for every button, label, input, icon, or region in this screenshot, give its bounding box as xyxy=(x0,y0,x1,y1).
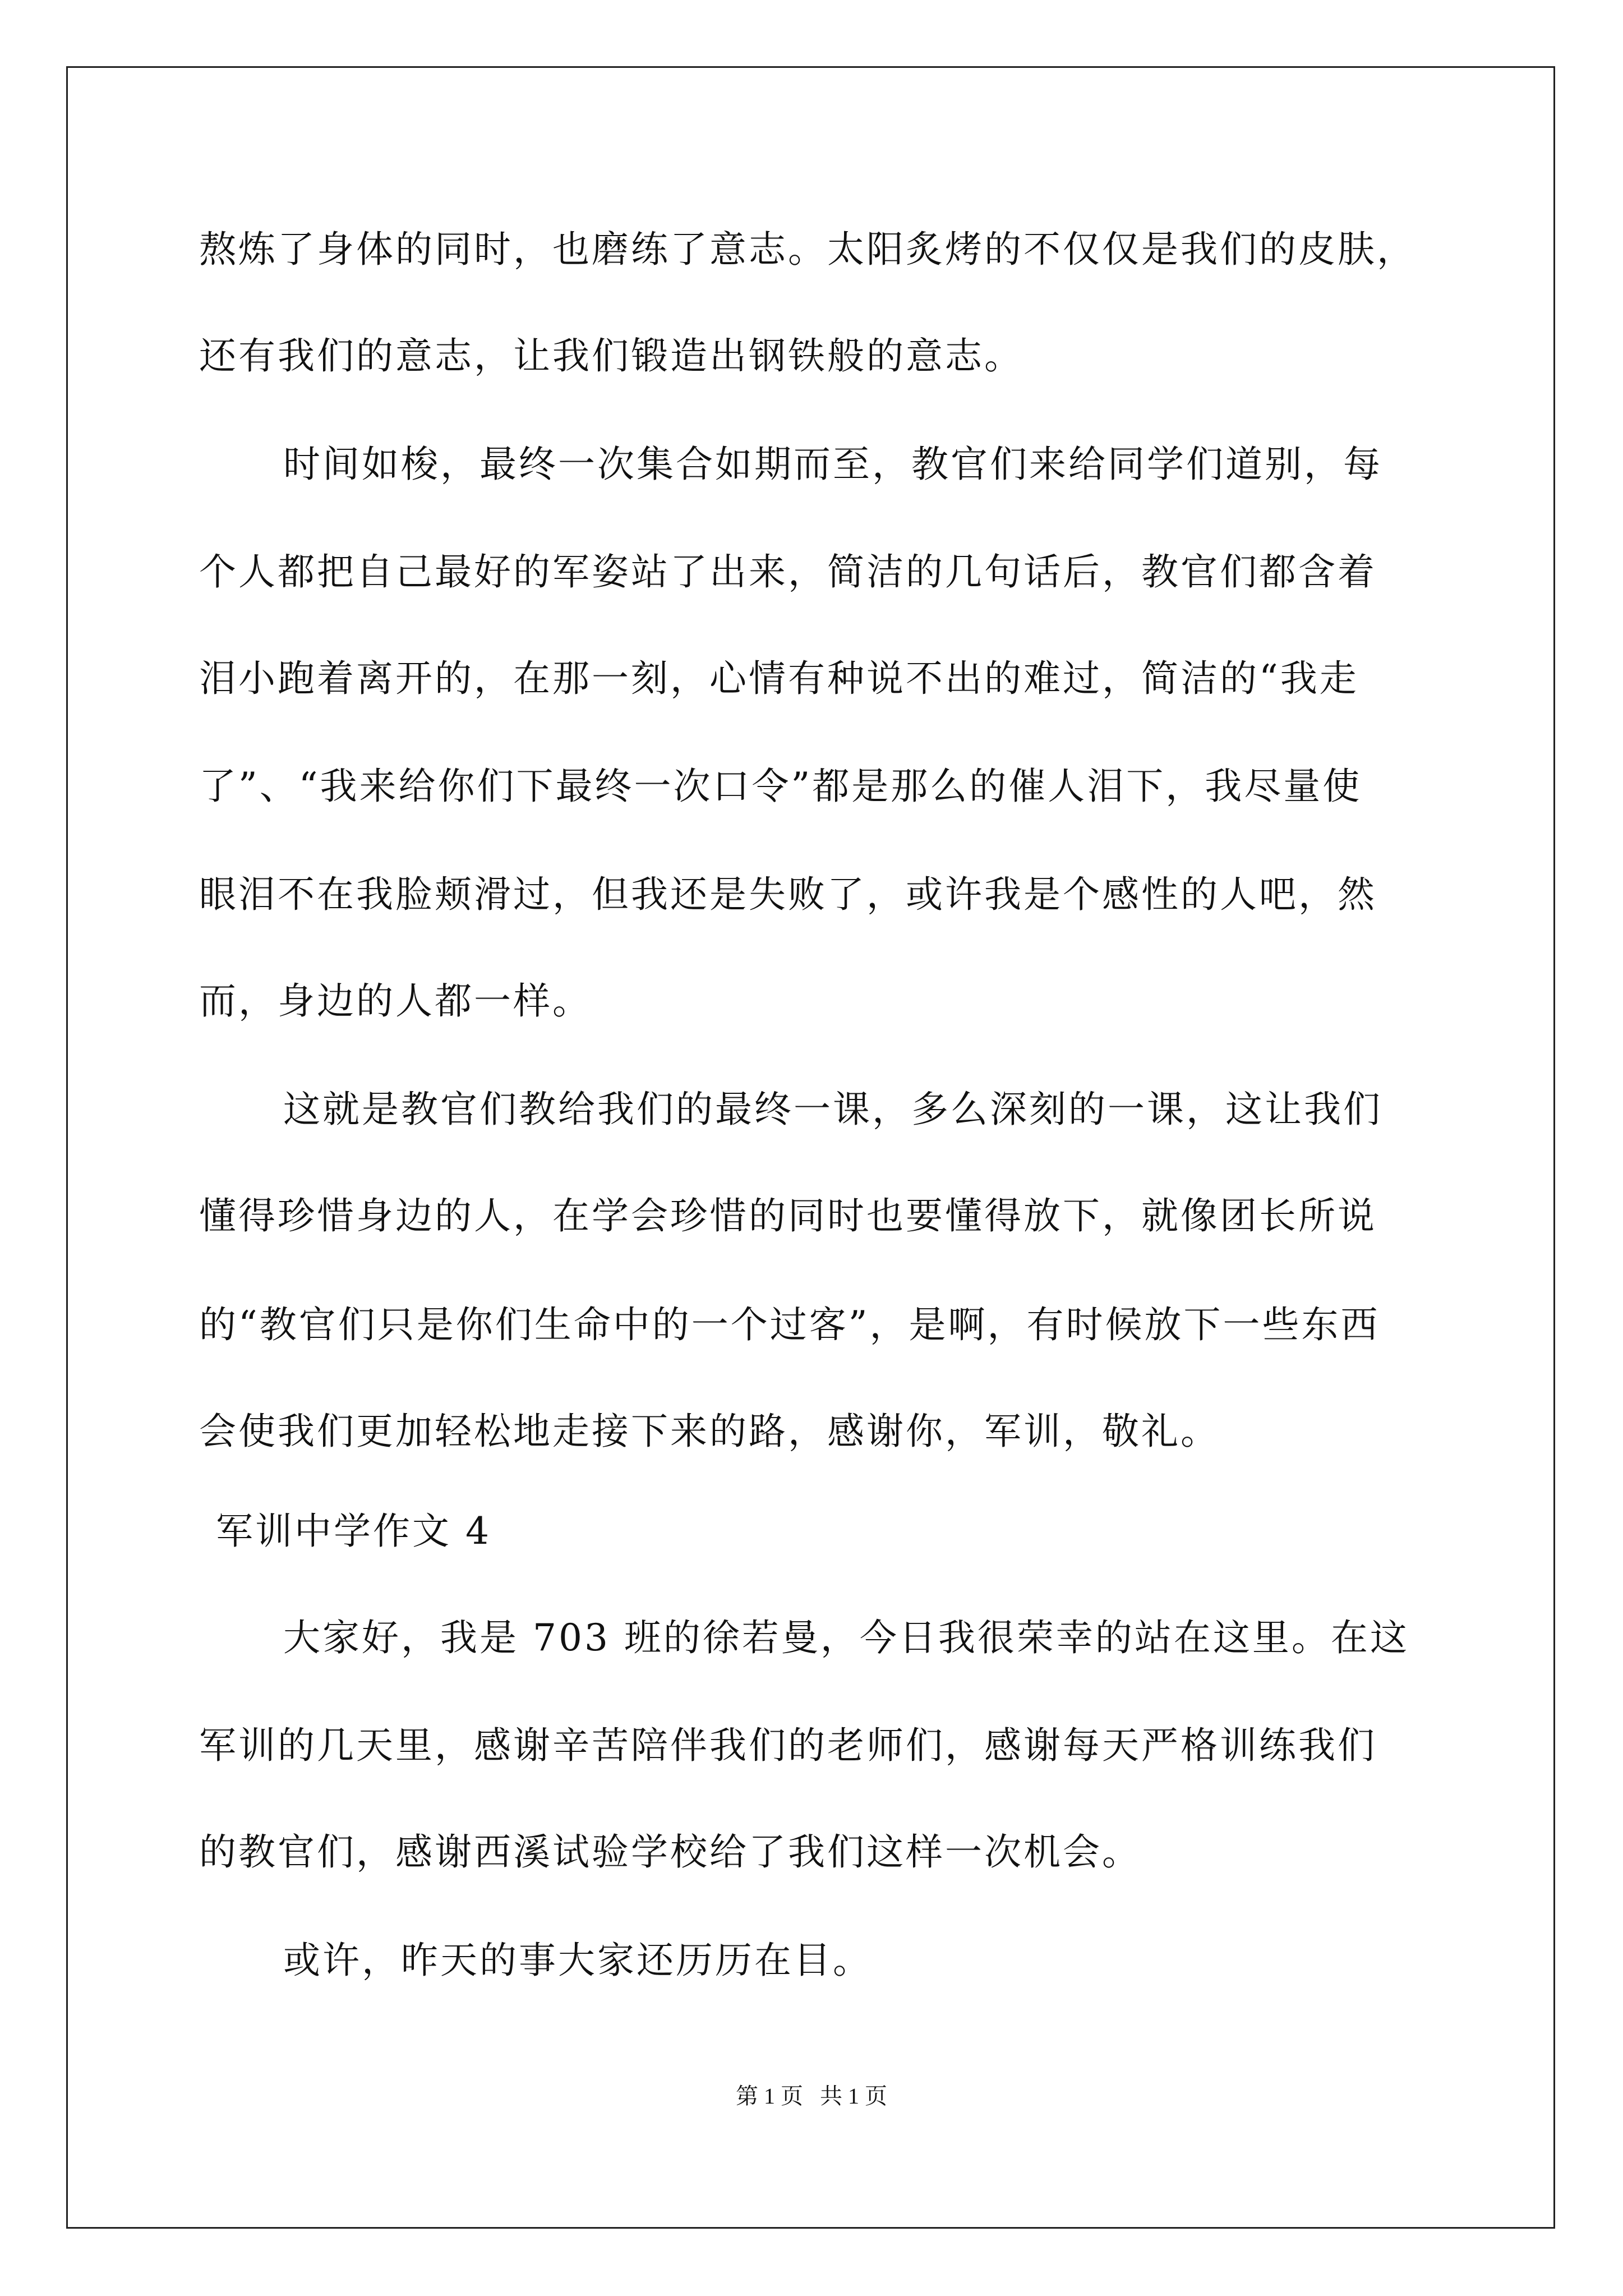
text-line: 会使我们更加轻松地走接下来的路，感谢你，军训，敬礼。 xyxy=(199,1410,1220,1453)
text-line: 个人都把自己最好的军姿站了出来，简洁的几句话后，教官们都含着 xyxy=(199,550,1377,593)
text-line: 懂得珍惜身边的人，在学会珍惜的同时也要懂得放下，就像团长所说 xyxy=(199,1194,1377,1237)
text-line: 眼泪不在我脸颊滑过，但我还是失败了，或许我是个感性的人吧，然 xyxy=(199,873,1377,916)
page-border xyxy=(66,66,1555,2229)
text-line: 或许，昨天的事大家还历历在目。 xyxy=(283,1939,872,1982)
text-line: 的教官们，感谢西溪试验学校给了我们这样一次机会。 xyxy=(199,1830,1141,1874)
text-line: 军训的几天里，感谢辛苦陪伴我们的老师们，感谢每天严格训练我们 xyxy=(199,1724,1377,1767)
page-footer: 第 1 页 共 1 页 xyxy=(736,2083,887,2109)
text-line: 这就是教官们教给我们的最终一课，多么深刻的一课，这让我们 xyxy=(283,1088,1382,1131)
text-line: 的“教官们只是你们生命中的一个过客”，是啊，有时候放下一些东西 xyxy=(199,1303,1380,1346)
text-line: 而，身边的人都一样。 xyxy=(199,979,592,1023)
text-line: 还有我们的意志，让我们锻造出钢铁般的意志。 xyxy=(199,334,1023,378)
section-heading: 军训中学作文 4 xyxy=(216,1510,491,1553)
text-line: 大家好，我是 703 班的徐若曼，今日我很荣幸的站在这里。在这 xyxy=(283,1616,1409,1659)
text-line: 泪小跑着离开的，在那一刻，心情有种说不出的难过，简洁的“我走 xyxy=(199,657,1359,700)
text-line: 了”、“我来给你们下最终一次口令”都是那么的催人泪下，我尽量使 xyxy=(199,765,1362,808)
text-line: 时间如梭，最终一次集合如期而至，教官们来给同学们道别，每 xyxy=(283,443,1382,486)
text-line: 熬炼了身体的同时，也磨练了意志。太阳炙烤的不仅仅是我们的皮肤， xyxy=(199,228,1416,271)
